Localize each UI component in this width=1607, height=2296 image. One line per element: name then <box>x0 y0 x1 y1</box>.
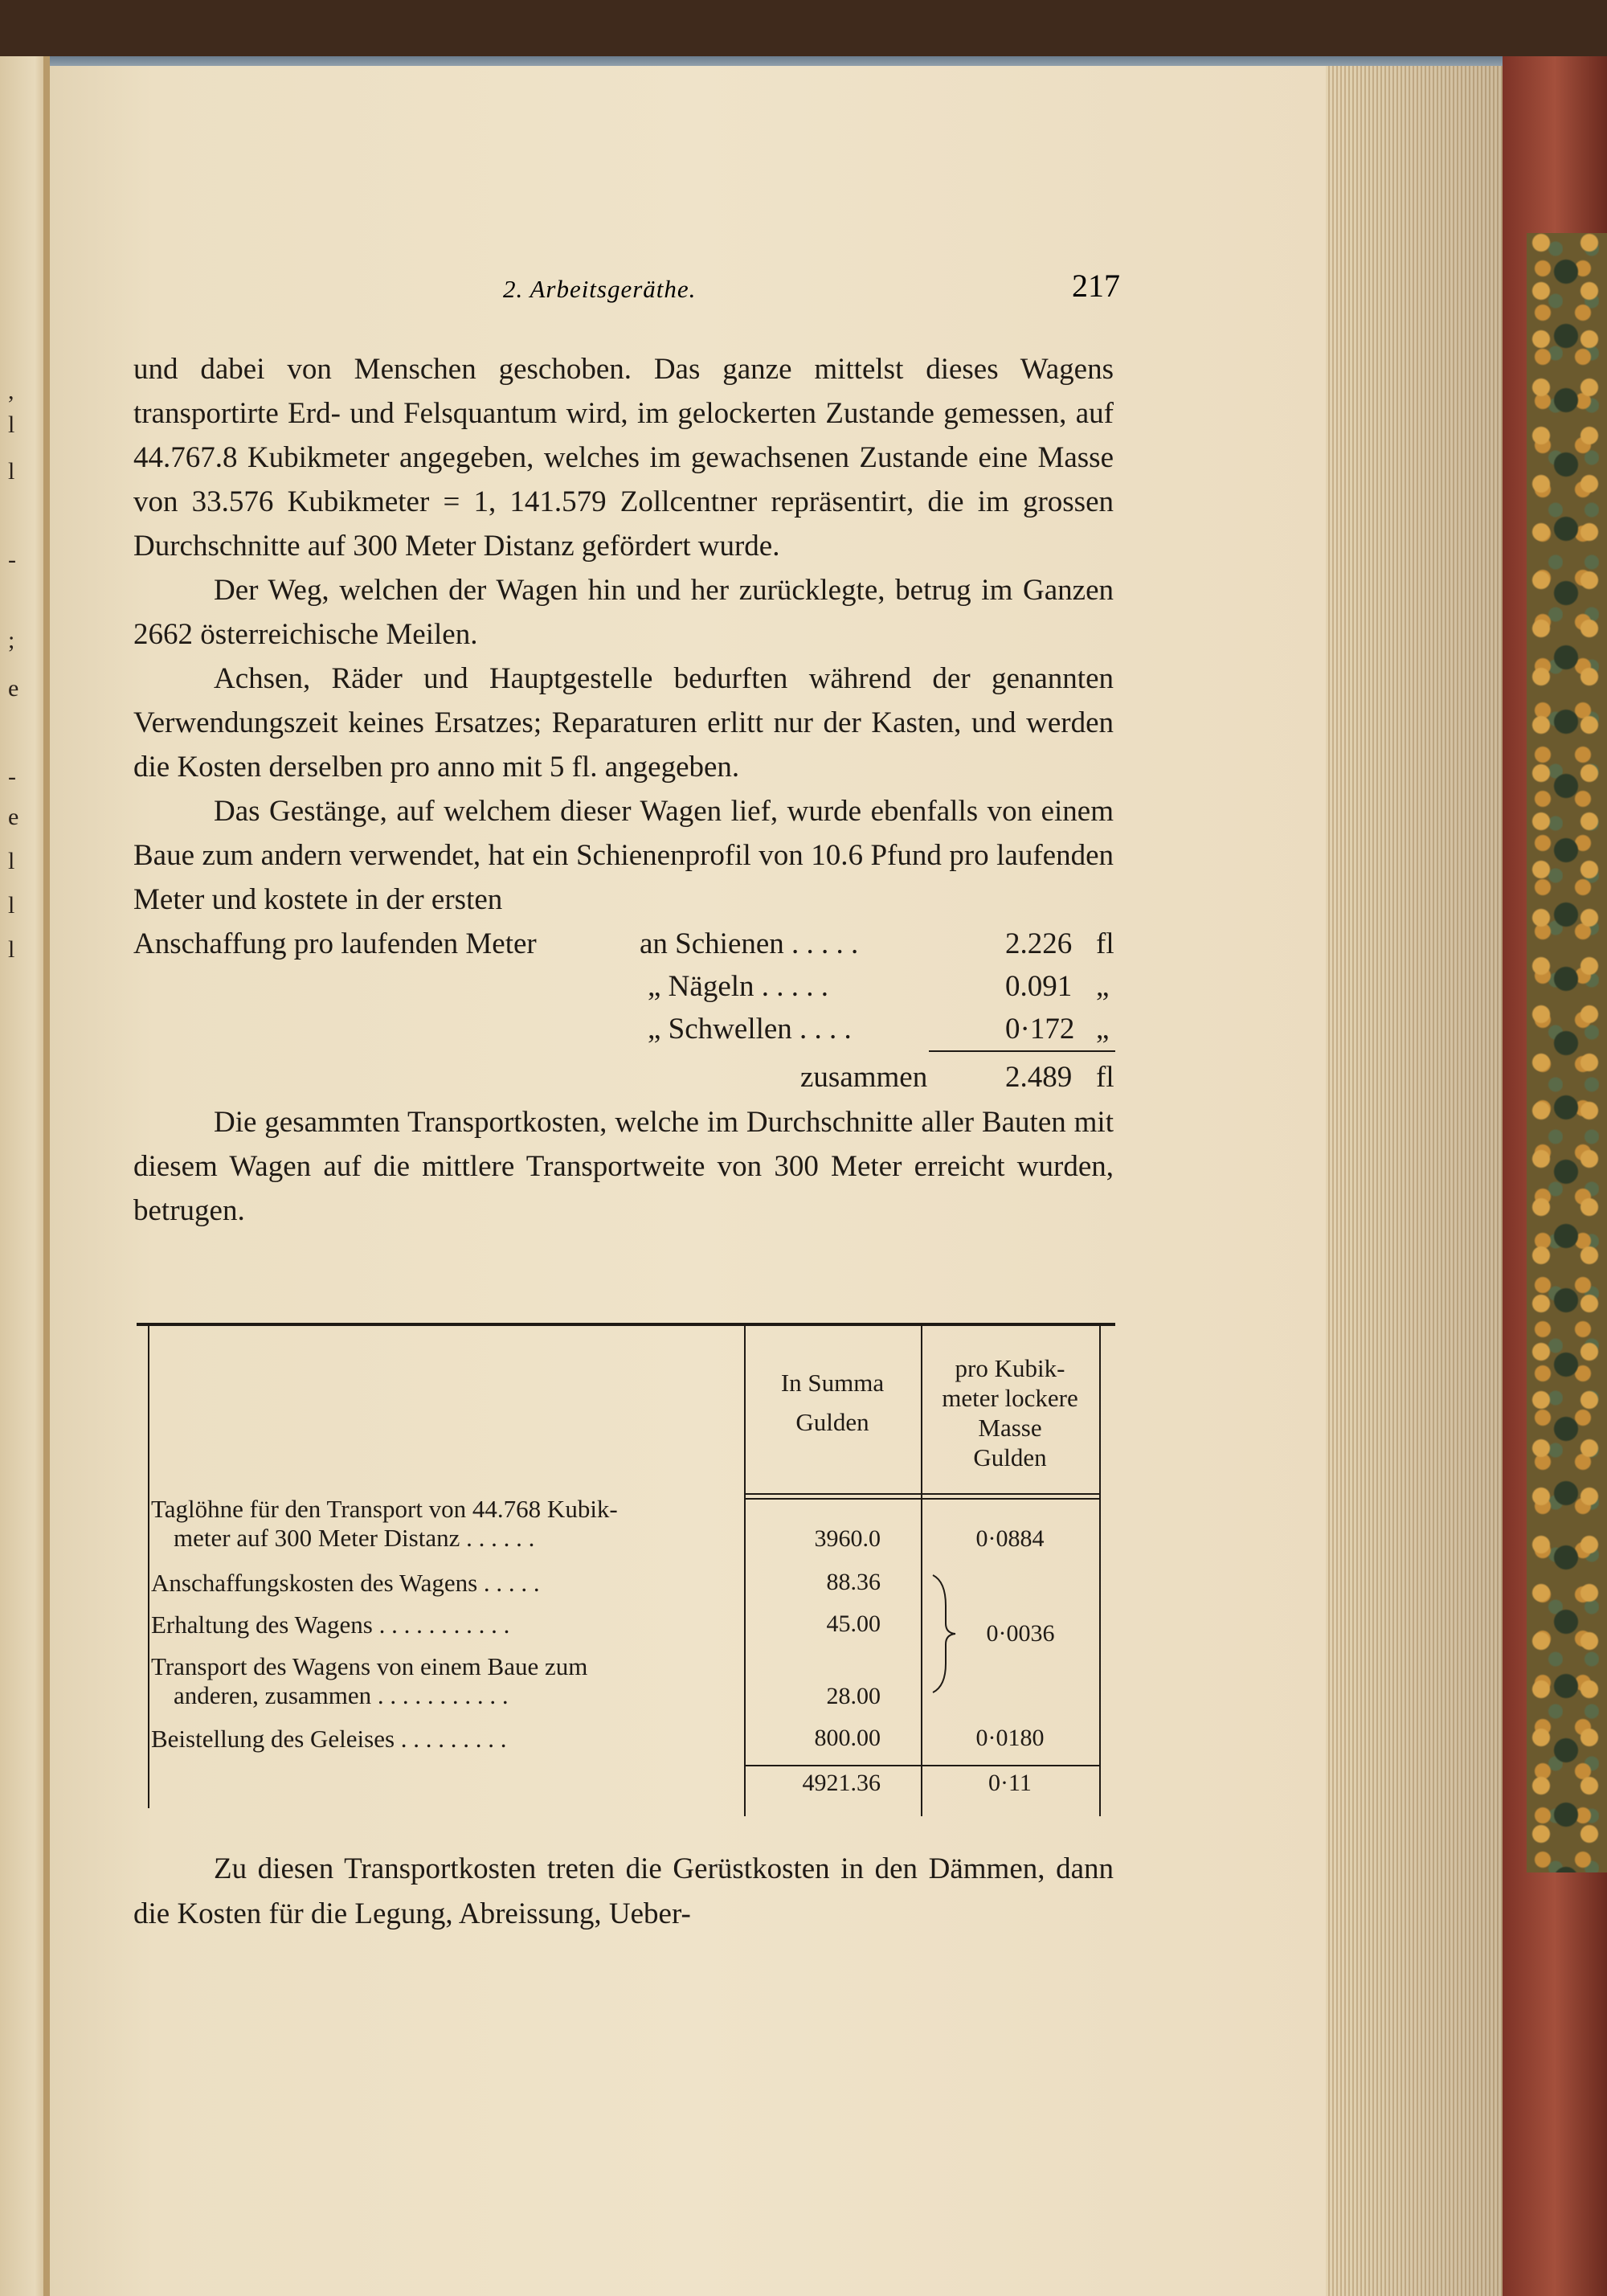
table-total-unit: 0·11 <box>988 1770 1032 1796</box>
table-top-rule <box>137 1323 1115 1326</box>
paragraph: und dabei von Menschen geschoben. Das ganze mittelst dieses Wagens transportirte Erd- und Felsquantum wird, im gelockerten Zustande gemessen, auf 44.767.8 Kubikmeter angegeben, welches im gewachsenen Zustande eine Masse von 33.576 Kubikmeter = 1, 141.579 Zollcentner repräsentirt, die im grossen Durchschnitte auf 300 Meter Distanz gefördert wurde. <box>133 353 1114 563</box>
cost-value: 0·172 <box>1005 1013 1075 1046</box>
margin-mark: l <box>8 892 15 919</box>
margin-mark: - <box>8 763 16 790</box>
row-label: Transport des Wagens von einem Baue zum <box>151 1652 588 1680</box>
row-sum: 45.00 <box>826 1610 881 1637</box>
cost-value: 0.091 <box>1005 970 1073 1003</box>
row-label: meter auf 300 Meter Distanz . . . . . . <box>174 1524 535 1552</box>
margin-mark: l <box>8 411 15 438</box>
paragraph: Der Weg, welchen der Wagen hin und her zurücklegte, betrug im Ganzen 2662 österreichische Meilen. <box>133 574 1114 651</box>
row-label: Erhaltung des Wagens . . . . . . . . . . . <box>151 1610 510 1639</box>
table-right-rule <box>1099 1326 1101 1816</box>
page-header <box>133 267 1120 315</box>
row-unit: 0·0884 <box>975 1525 1045 1552</box>
col-unit-header <box>921 1353 1099 1472</box>
cost-label: an Schienen . . . . . <box>640 927 859 960</box>
table-total-sum: 4921.36 <box>802 1770 881 1796</box>
margin-mark: l <box>8 848 15 874</box>
left-page-gutter <box>43 56 50 2296</box>
header-line: Masse <box>978 1414 1042 1442</box>
cost-unit: „ <box>1096 970 1110 1003</box>
row-label: Taglöhne für den Transport von 44.768 Kubik- <box>151 1495 618 1523</box>
row-label: Beistellung des Geleises . . . . . . . . . <box>151 1725 507 1753</box>
header-line: Gulden <box>973 1443 1047 1471</box>
running-title: 2. Arbeitsgeräthe. <box>503 275 697 303</box>
header-line: In Summa <box>780 1369 885 1397</box>
row-sum: 3960.0 <box>814 1525 881 1552</box>
margin-mark: l <box>8 458 15 485</box>
page-number: 217 <box>1072 268 1120 304</box>
cost-label: „ Schwellen . . . . <box>648 1013 852 1046</box>
margin-mark: ; <box>8 627 15 653</box>
row-sum: 88.36 <box>826 1569 881 1595</box>
total-label: zusammen <box>800 1061 928 1094</box>
paragraph: Zu diesen Transportkosten treten die Gerüstkosten in den Dämmen, dann die Kosten für die Legung, Abreissung, Ueber- <box>133 1852 1114 1930</box>
total-value: 2.489 <box>1005 1061 1073 1094</box>
cost-unit: fl <box>1096 927 1114 960</box>
margin-mark: l <box>8 936 15 963</box>
paragraph: Das Gestänge, auf welchem dieser Wagen lief, wurde ebenfalls von einem Baue zum andern verwendet, hat ein Schienenprofil von 10.6 Pfund pro laufenden Meter und kostete in der ersten <box>133 795 1114 916</box>
row-label: Anschaffungskosten des Wagens . . . . . <box>151 1569 540 1597</box>
cost-intro: Anschaffung pro laufenden Meter <box>133 927 537 960</box>
margin-mark: e <box>8 675 19 702</box>
paragraph: Die gesammten Transportkosten, welche im Durchschnitte aller Bauten mit diesem Wagen auf die mittlere Transportweite von 300 Meter erreicht wurden, betrugen. <box>133 1106 1114 1227</box>
header-line: pro Kubik- <box>955 1354 1065 1382</box>
margin-mark: e <box>8 804 19 830</box>
cost-label: „ Nägeln . . . . . <box>648 970 829 1003</box>
page-stack-shade <box>1326 66 1511 2296</box>
total-unit: fl <box>1096 1061 1114 1094</box>
sum-rule <box>929 1050 1115 1052</box>
closing-text <box>133 1847 1114 1937</box>
row-sum: 800.00 <box>814 1725 881 1751</box>
cost-value: 2.226 <box>1005 927 1073 960</box>
row-sum: 28.00 <box>826 1683 881 1709</box>
col-sum-header <box>744 1368 921 1437</box>
body-text <box>133 347 1114 1233</box>
margin-mark: - <box>8 546 16 573</box>
paragraph: Achsen, Räder und Hauptgestelle bedurften während der genannten Verwendungszeit keines Ersatzes; Reparaturen erlitt nur der Kasten, und werden die Kosten derselben pro anno mit 5 fl. angegeben. <box>133 662 1114 784</box>
header-line: meter lockere <box>942 1384 1078 1412</box>
cost-unit: „ <box>1096 1013 1110 1046</box>
rail-cost-breakdown <box>133 922 1114 1100</box>
marbled-endpaper <box>1527 233 1607 1872</box>
transport-cost-table <box>137 1323 1115 1837</box>
header-line: Gulden <box>795 1408 869 1436</box>
total-rule <box>744 1765 1099 1766</box>
table-left-rule <box>148 1326 149 1808</box>
grouped-unit: 0·0036 <box>986 1620 1055 1647</box>
margin-mark: , <box>8 378 14 404</box>
row-unit: 0·0180 <box>975 1725 1045 1751</box>
row-label: anderen, zusammen . . . . . . . . . . . <box>174 1681 509 1709</box>
